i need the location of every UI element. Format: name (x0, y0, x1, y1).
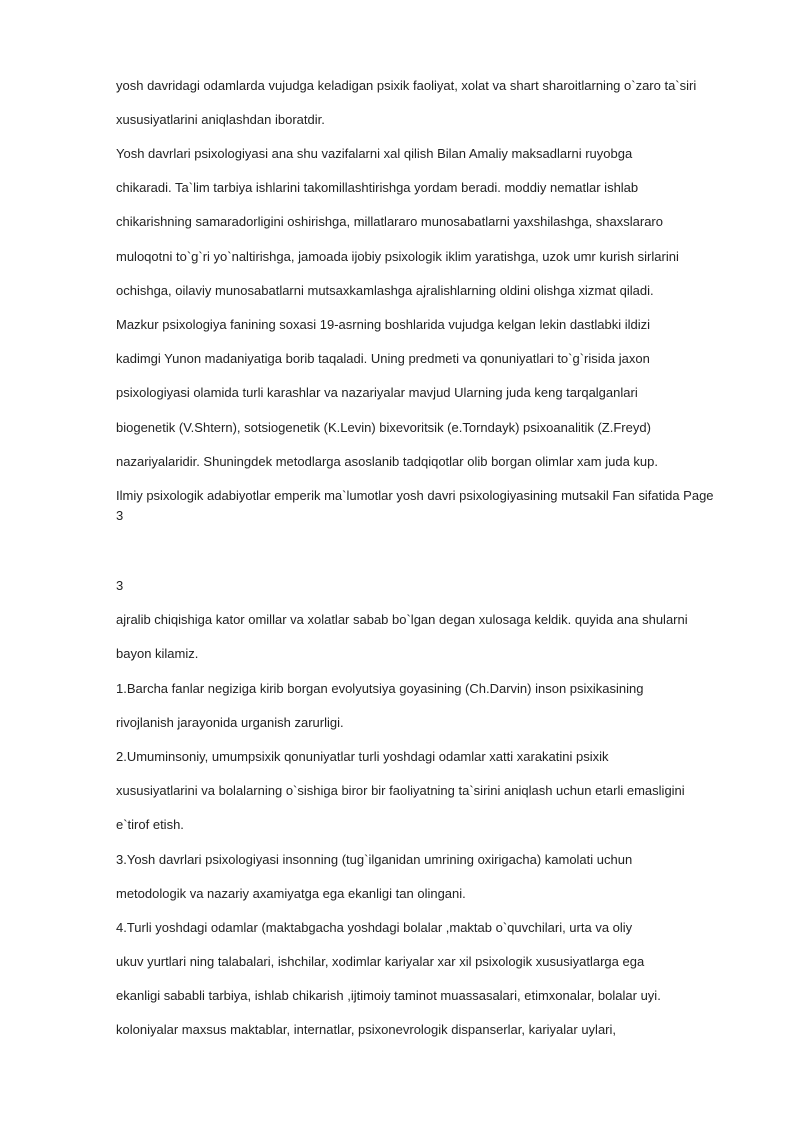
text-line: koloniyalar maxsus maktablar, internatlar, psixonevrologik dispanserlar, kariyalar uylari, (116, 1022, 617, 1037)
text-line: xususiyatlarini va bolalarning o`sishiga biror bir faoliyatning ta`sirini aniqlash uchun etarli emasligini (116, 783, 685, 798)
text-line: metodologik va nazariy axamiyatga ega ekanligi tan olingani. (116, 886, 466, 901)
text-line: chikaradi. Ta`lim tarbiya ishlarini takomillashtirishga yordam beradi. moddiy nematlar ishlab (116, 180, 639, 195)
text-line: chikarishning samaradorligini oshirishga, millatlararo munosabatlarni yaxshilashga, shaxslararo (116, 214, 663, 229)
text-line: rivojlanish jarayonida urganish zarurligi. (116, 715, 344, 730)
text-line: bayon kilamiz. (116, 646, 199, 661)
text-line: ochishga, oilaviy munosabatlarni mutsaxkamlashga ajralishlarning oldini olishga xizmat qiladi. (116, 283, 654, 298)
text-line: xususiyatlarini aniqlashdan iboratdir. (116, 112, 325, 127)
text-line: ukuv yurtlari ning talabalari, ishchilar, xodimlar kariyalar xar xil psixologik xususiyatlarga ega (116, 954, 645, 969)
text-line: psixologiyasi olamida turli karashlar va nazariyalar mavjud Ularning juda keng tarqalganlari (116, 385, 638, 400)
text-line: Ilmiy psixologik adabiyotlar emperik ma`lumotlar yosh davri psixologiyasining mutsakil Fan sifatida Page (116, 488, 714, 503)
text-line: ekanligi sababli tarbiya, ishlab chikarish ,ijtimoiy taminot muassasalari, etimxonalar, bolalar uyi. (116, 988, 661, 1003)
list-item: 4.Turli yoshdagi odamlar (maktabgacha yoshdagi bolalar ,maktab o`quvchilari, urta va oliy (116, 920, 633, 935)
page-number: 3 (116, 578, 124, 593)
text-line: kadimgi Yunon madaniyatiga borib taqaladi. Uning predmeti va qonuniyatlari to`g`risida jaxon (116, 351, 650, 366)
text-line: Mazkur psixologiya fanining soxasi 19-asrning boshlarida vujudga kelgan lekin dastlabki ildizi (116, 317, 651, 332)
text-line: e`tirof etish. (116, 817, 184, 832)
text-line: muloqotni to`g`ri yo`naltirishga, jamoada ijobiy psixologik iklim yaratishga, uzok umr kurish sirlarini (116, 249, 679, 264)
list-item: 1.Barcha fanlar negiziga kirib borgan evolyutsiya goyasining (Ch.Darvin) inson psixikasining (116, 681, 644, 696)
list-item: 2.Umuminsoniy, umumpsixik qonuniyatlar turli yoshdagi odamlar xatti xarakatini psixik (116, 749, 609, 764)
text-line: yosh davridagi odamlarda vujudga keladigan psixik faoliyat, xolat va shart sharoitlarning o`zaro ta`siri (116, 78, 697, 93)
text-line: ajralib chiqishiga kator omillar va xolatlar sabab bo`lgan degan xulosaga keldik. quyida ana shularni (116, 612, 688, 627)
page-number: 3 (116, 508, 124, 523)
text-line: biogenetik (V.Shtern), sotsiogenetik (K.Levin) bixevoritsik (e.Torndayk) psixoanalitik (Z.Freyd) (116, 420, 651, 435)
list-item: 3.Yosh davrlari psixologiyasi insonning (tug`ilganidan umrining oxirigacha) kamolati uchun (116, 852, 633, 867)
text-line: Yosh davrlari psixologiyasi ana shu vazifalarni xal qilish Bilan Amaliy maksadlarni ruyobga (116, 146, 633, 161)
text-line: nazariyalaridir. Shuningdek metodlarga asoslanib tadqiqotlar olib borgan olimlar xam juda kup. (116, 454, 658, 469)
